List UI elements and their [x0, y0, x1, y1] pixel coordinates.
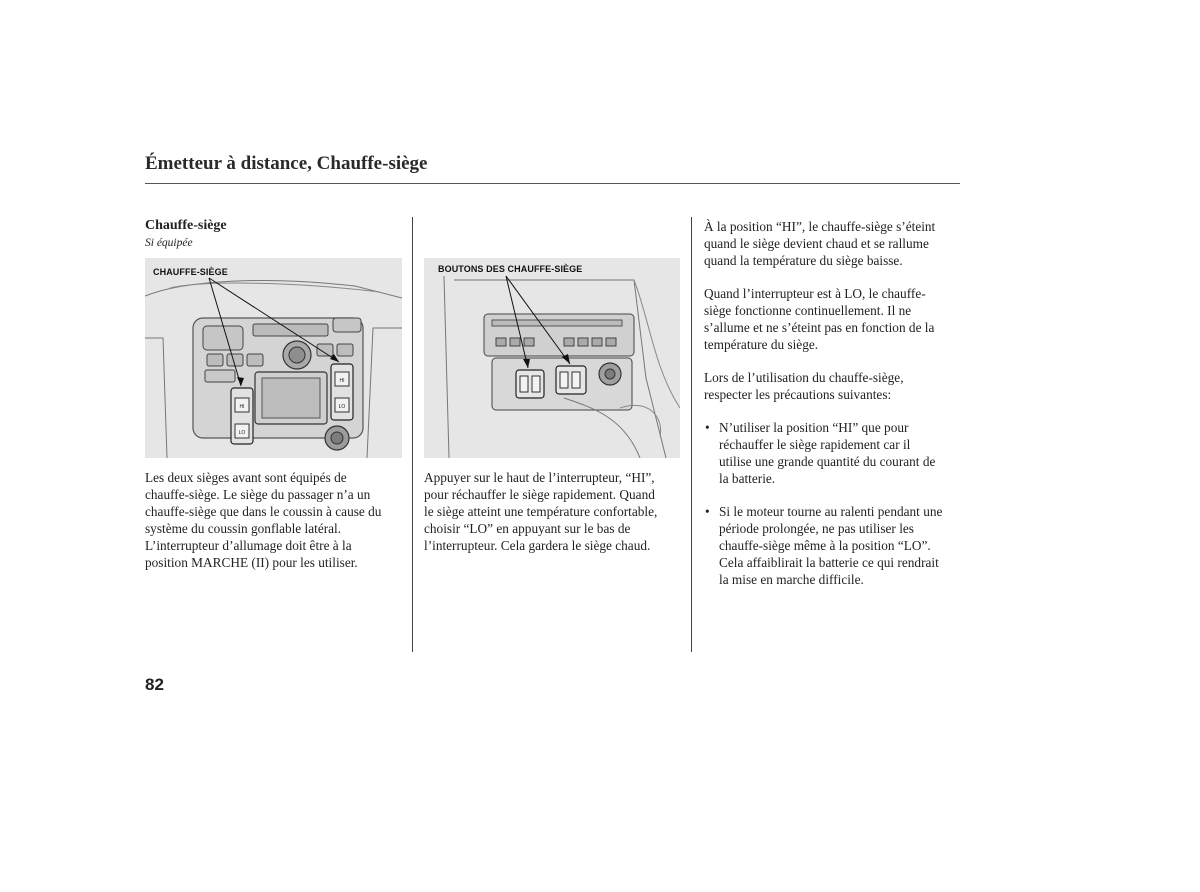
title-rule: [145, 183, 960, 184]
col3-line: siège fonctionne continuellement. Il ne: [704, 303, 912, 318]
bullet-icon: •: [705, 504, 710, 519]
col3-paragraph-1: [704, 218, 935, 269]
col3-paragraph-2: [704, 285, 934, 353]
bullet-icon: •: [705, 420, 710, 435]
col1-line: Les deux sièges avant sont équipés de: [145, 470, 347, 485]
col1-line: chauffe-siège que dans le coussin à cause du: [145, 504, 382, 519]
col3-bullet-1: [705, 419, 936, 487]
left-switch-lo-label: LO: [238, 430, 246, 436]
bullet-line: N’utiliser la position “HI” que pour: [719, 420, 909, 435]
col2-line: l’interrupteur. Cela gardera le siège chaud.: [424, 538, 651, 553]
col2-paragraph: [424, 469, 657, 554]
col3-line: s’allume et ne s’éteint pas en fonction de la: [704, 320, 935, 335]
right-switch-lo-label: LO: [338, 404, 346, 410]
bullet-line: réchauffer le siège rapidement car il: [719, 437, 911, 452]
page-title: Émetteur à distance, Chauffe-siège: [145, 153, 428, 174]
col3-line: température du siège.: [704, 337, 819, 352]
page-number: 82: [145, 675, 164, 694]
col3-line: respecter les précautions suivantes:: [704, 387, 892, 402]
col2-line: le siège atteint une température confortable,: [424, 504, 658, 519]
col1-line: L’interrupteur d’allumage doit être à la: [145, 538, 352, 553]
column-divider-2: [691, 217, 692, 652]
section-subheading: Si équipée: [145, 237, 193, 249]
col1-paragraph: [145, 469, 381, 571]
bullet-line: Cela affaiblirait la batterie ce qui rendrait: [719, 555, 939, 570]
col2-line: choisir “LO” en appuyant sur le bas de: [424, 521, 631, 536]
col1-line: position MARCHE (II) pour les utiliser.: [145, 555, 358, 570]
seat-heater-figure-left: [145, 258, 402, 458]
col3-line: quand la température du siège baisse.: [704, 253, 903, 268]
figure-label-middle: BOUTONS DES CHAUFFE-SIÈGE: [438, 264, 583, 274]
bullet-line: utilise une grande quantité du courant de: [719, 454, 936, 469]
col1-line: système du coussin gonflable latéral.: [145, 521, 342, 536]
bullet-line: chauffe-siège même à la position “LO”.: [719, 538, 931, 553]
col3-line: quand le siège devient chaud et se rallume: [704, 236, 929, 251]
col2-line: Appuyer sur le haut de l’interrupteur, “HI”,: [424, 470, 655, 485]
col3-line: À la position “HI”, le chauffe-siège s’éteint: [704, 219, 936, 234]
col2-line: pour réchauffer le siège rapidement. Quand: [424, 487, 655, 502]
left-switch-hi-label: HI: [239, 404, 245, 410]
col1-line: chauffe-siège. Le siège du passager n’a un: [145, 487, 371, 502]
section-heading: Chauffe-siège: [145, 218, 227, 233]
dashboard-illustration-left: [145, 258, 402, 458]
seat-heater-figure-middle: [424, 258, 680, 458]
dashboard-illustration-middle: [424, 258, 680, 458]
figure-label-left: CHAUFFE-SIÈGE: [153, 267, 228, 277]
bullet-line: la mise en marche difficile.: [719, 572, 864, 587]
column-divider-1: [412, 217, 413, 652]
bullet-line: période prolongée, ne pas utiliser les: [719, 521, 914, 536]
col3-line: Lors de l’utilisation du chauffe-siège,: [704, 370, 904, 385]
col3-line: Quand l’interrupteur est à LO, le chauffe-: [704, 286, 926, 301]
bullet-line: la batterie.: [719, 471, 776, 486]
col3-paragraph-3: [704, 369, 904, 403]
bullet-line: Si le moteur tourne au ralenti pendant une: [719, 504, 943, 519]
right-switch-hi-label: HI: [339, 378, 345, 384]
col3-bullet-2: [705, 503, 943, 588]
